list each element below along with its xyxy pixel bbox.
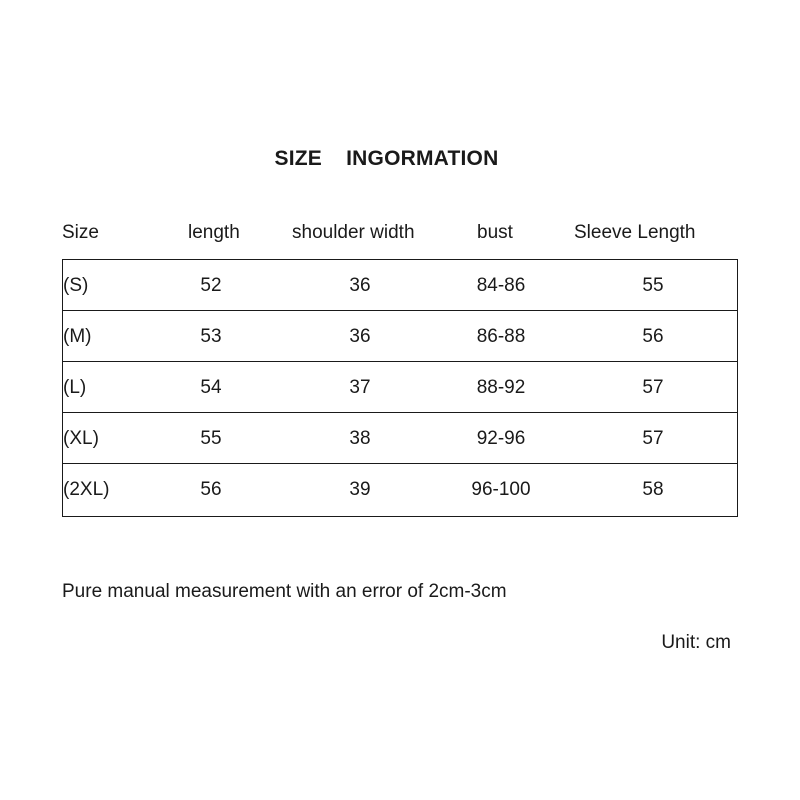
shoulder-width-cell: 37 bbox=[349, 377, 371, 398]
measurement-note: Pure manual measurement with an error of 2cm-3cm bbox=[62, 581, 507, 602]
shoulder-width-cell: 36 bbox=[349, 275, 371, 296]
column-header-shoulder-width: shoulder width bbox=[292, 222, 415, 243]
size-cell: (2XL) bbox=[63, 479, 110, 500]
shoulder-width-cell: 38 bbox=[349, 428, 371, 449]
size-cell: (S) bbox=[63, 275, 89, 296]
column-header-length: length bbox=[188, 222, 240, 243]
length-cell: 55 bbox=[200, 428, 222, 449]
bust-cell: 96-100 bbox=[471, 479, 531, 500]
bust-cell: 84-86 bbox=[476, 275, 526, 296]
table-row bbox=[63, 260, 737, 311]
size-cell: (L) bbox=[63, 377, 87, 398]
column-header-bust: bust bbox=[477, 222, 513, 243]
bust-cell: 88-92 bbox=[476, 377, 526, 398]
sleeve-length-cell: 57 bbox=[642, 428, 664, 449]
table-row bbox=[63, 464, 737, 515]
table-row bbox=[63, 311, 737, 362]
table-row bbox=[63, 413, 737, 464]
unit-label: Unit: cm bbox=[661, 632, 731, 653]
table-row bbox=[63, 362, 737, 413]
length-cell: 56 bbox=[200, 479, 222, 500]
length-cell: 54 bbox=[200, 377, 222, 398]
sleeve-length-cell: 55 bbox=[642, 275, 664, 296]
size-table bbox=[62, 259, 738, 517]
page-title: SIZE INGORMATION bbox=[274, 147, 499, 170]
length-cell: 53 bbox=[200, 326, 222, 347]
sleeve-length-cell: 58 bbox=[642, 479, 664, 500]
sleeve-length-cell: 57 bbox=[642, 377, 664, 398]
column-header-sleeve-length: Sleeve Length bbox=[574, 222, 696, 243]
shoulder-width-cell: 39 bbox=[349, 479, 371, 500]
sleeve-length-cell: 56 bbox=[642, 326, 664, 347]
shoulder-width-cell: 36 bbox=[349, 326, 371, 347]
column-header-size: Size bbox=[62, 222, 99, 243]
bust-cell: 86-88 bbox=[476, 326, 526, 347]
size-cell: (XL) bbox=[63, 428, 99, 449]
length-cell: 52 bbox=[200, 275, 222, 296]
bust-cell: 92-96 bbox=[476, 428, 526, 449]
size-cell: (M) bbox=[63, 326, 92, 347]
